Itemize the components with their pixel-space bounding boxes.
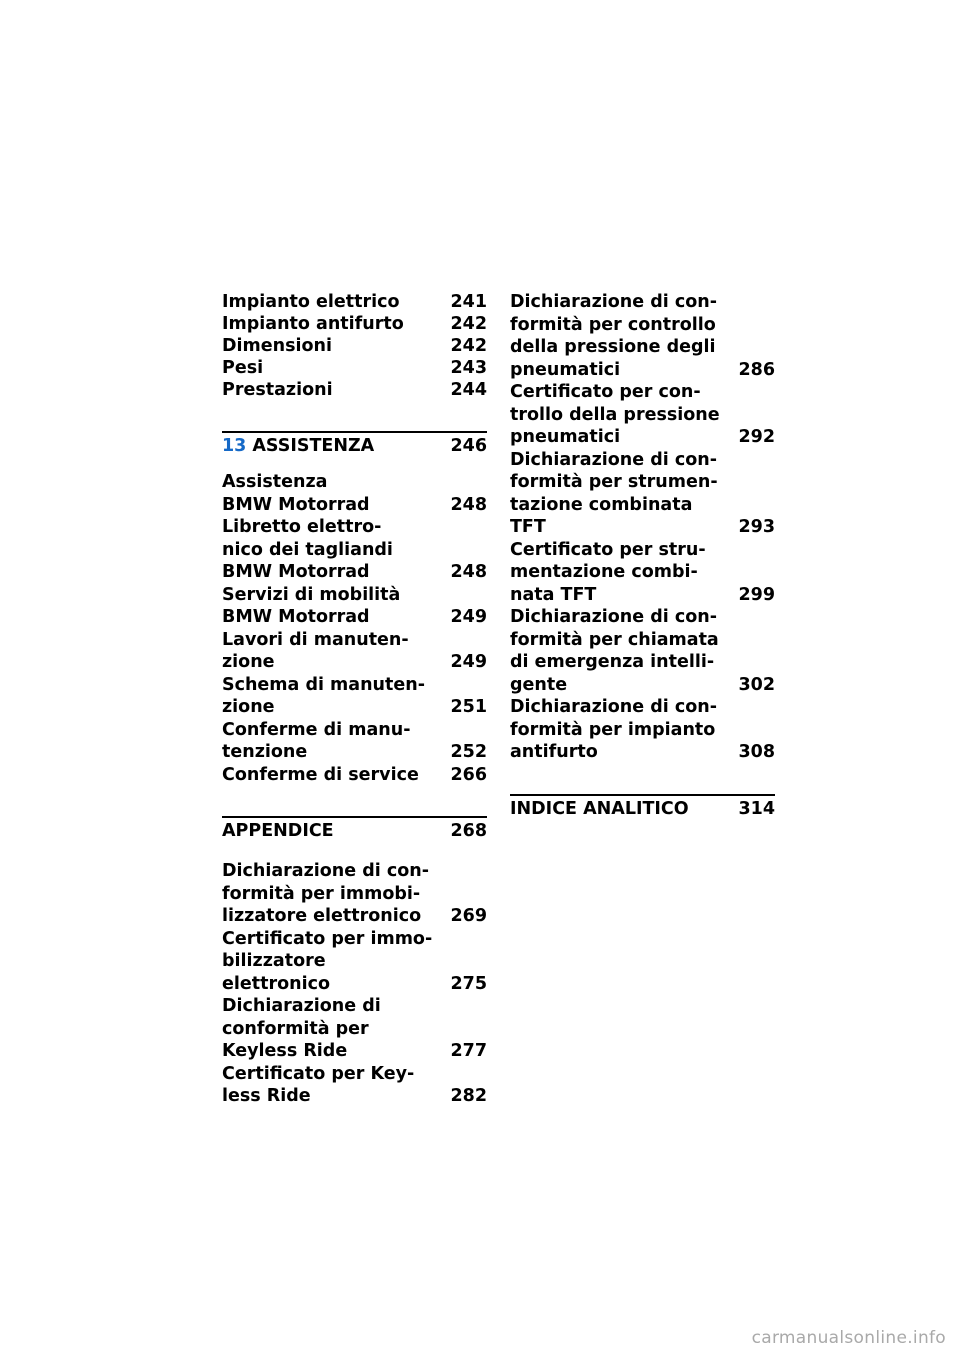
toc-entry-title: Lavori di manuten- zione xyxy=(222,629,409,672)
toc-entry-page: 251 xyxy=(450,697,487,717)
toc-entry-page: 244 xyxy=(450,380,487,400)
toc-entry-page: 293 xyxy=(738,517,775,537)
toc-entry-page: 249 xyxy=(450,607,487,627)
section-title: INDICE ANALITICO xyxy=(510,798,689,819)
toc-entry-title: Dichiarazione di con- formità per chiamata di emergenza intelli- gente xyxy=(510,607,719,695)
toc-entry-title: Dimensioni xyxy=(222,336,332,356)
toc-entry-title: Dichiarazione di conformità per Keyless Ride xyxy=(222,996,381,1061)
toc-entry-title: Impianto antifurto xyxy=(222,314,404,334)
toc-entry[interactable] xyxy=(222,674,487,719)
toc-entry-title: Certificato per con- trollo della pressione pneumatici xyxy=(510,382,720,447)
toc-group-assistenza xyxy=(222,471,487,786)
section-heading[interactable] xyxy=(222,435,487,457)
section-title: ASSISTENZA xyxy=(252,436,375,456)
section-heading[interactable] xyxy=(510,798,775,820)
toc-entry[interactable] xyxy=(222,516,487,584)
toc-entry-title: Schema di manuten- zione xyxy=(222,674,425,717)
toc-entry-page: 302 xyxy=(738,674,775,695)
toc-entry[interactable] xyxy=(222,860,487,928)
toc-entry-title: Dichiarazione di con- formità per impianto antifurto xyxy=(510,697,717,762)
toc-entry-title: Certificato per immo- bilizzatore elettronico xyxy=(222,928,433,994)
toc-entry-title: Conferme di service xyxy=(222,764,419,785)
toc-entry[interactable] xyxy=(222,1063,487,1108)
section-divider xyxy=(510,794,775,796)
toc-group-intro xyxy=(222,291,487,401)
toc-entry[interactable] xyxy=(222,471,487,516)
toc-entry-page: 299 xyxy=(738,584,775,605)
toc-entry-title: Impianto elettrico xyxy=(222,292,400,312)
toc-entry-page: 275 xyxy=(450,973,487,994)
toc-entry-page: 277 xyxy=(450,1041,487,1061)
toc-entry-page: 248 xyxy=(450,494,487,515)
section-number: 13 xyxy=(222,436,247,456)
toc-entry-title: Dichiarazione di con- formità per immobi- lizzatore elettronico xyxy=(222,861,429,926)
toc-column-right xyxy=(510,291,775,820)
toc-group-appendice xyxy=(222,860,487,1108)
watermark: carmanualsonline.info xyxy=(751,1328,946,1348)
toc-entry-page: 248 xyxy=(450,562,487,582)
toc-entry-title: Certificato per stru- mentazione combi- nata TFT xyxy=(510,539,706,605)
toc-entry-title: Libretto elettro- nico dei tagliandi BMW Motorrad xyxy=(222,517,393,582)
toc-entry-page: 282 xyxy=(450,1086,487,1106)
toc-entry[interactable] xyxy=(222,719,487,764)
toc-entry-title: Dichiarazione di con- formità per strumen- tazione combinata TFT xyxy=(510,449,718,537)
toc-entry[interactable] xyxy=(222,995,487,1063)
section-page: 268 xyxy=(450,821,487,841)
toc-entry[interactable] xyxy=(222,313,487,335)
toc-entry-page: 242 xyxy=(450,336,487,356)
toc-entry-page: 269 xyxy=(450,906,487,926)
toc-entry[interactable] xyxy=(510,291,775,381)
toc-group-declarations xyxy=(510,291,775,764)
toc-entry-page: 249 xyxy=(450,652,487,672)
section-appendice xyxy=(222,816,487,1108)
section-divider xyxy=(222,816,487,818)
toc-entry-page: 266 xyxy=(450,764,487,785)
toc-entry[interactable] xyxy=(222,629,487,674)
toc-entry[interactable] xyxy=(222,291,487,313)
toc-entry[interactable] xyxy=(222,379,487,401)
section-indice-analitico xyxy=(510,794,775,820)
toc-entry-title: Servizi di mobilità BMW Motorrad xyxy=(222,584,401,627)
section-divider xyxy=(222,431,487,433)
section-page: 246 xyxy=(450,436,487,456)
toc-entry-title: Conferme di manu- tenzione xyxy=(222,719,411,762)
toc-entry[interactable] xyxy=(510,381,775,449)
toc-entry-page: 292 xyxy=(738,427,775,447)
toc-entry-title: Dichiarazione di con- formità per controllo della pressione degli pneumatici xyxy=(510,292,717,380)
section-title: APPENDICE xyxy=(222,821,334,841)
toc-entry[interactable] xyxy=(510,539,775,607)
toc-entry[interactable] xyxy=(222,357,487,379)
toc-entry[interactable] xyxy=(222,584,487,629)
section-heading[interactable] xyxy=(222,820,487,842)
toc-entry-page: 243 xyxy=(450,358,487,378)
toc-column-left xyxy=(222,291,487,1108)
toc-entry-page: 242 xyxy=(450,314,487,334)
toc-entry[interactable] xyxy=(222,928,487,996)
toc-entry-page: 241 xyxy=(450,292,487,312)
section-assistenza xyxy=(222,431,487,786)
section-page: 314 xyxy=(738,798,775,819)
toc-entry-title: Prestazioni xyxy=(222,380,333,400)
toc-entry-title: Assistenza BMW Motorrad xyxy=(222,472,370,515)
toc-entry[interactable] xyxy=(510,606,775,696)
toc-entry[interactable] xyxy=(510,696,775,764)
toc-entry[interactable] xyxy=(222,335,487,357)
toc-entry-page: 286 xyxy=(738,359,775,380)
toc-entry-page: 308 xyxy=(738,742,775,762)
toc-entry-title: Certificato per Key- less Ride xyxy=(222,1063,415,1106)
toc-entry[interactable] xyxy=(510,449,775,539)
toc-entry[interactable] xyxy=(222,764,487,787)
toc-entry-page: 252 xyxy=(450,742,487,762)
toc-entry-title: Pesi xyxy=(222,358,264,378)
